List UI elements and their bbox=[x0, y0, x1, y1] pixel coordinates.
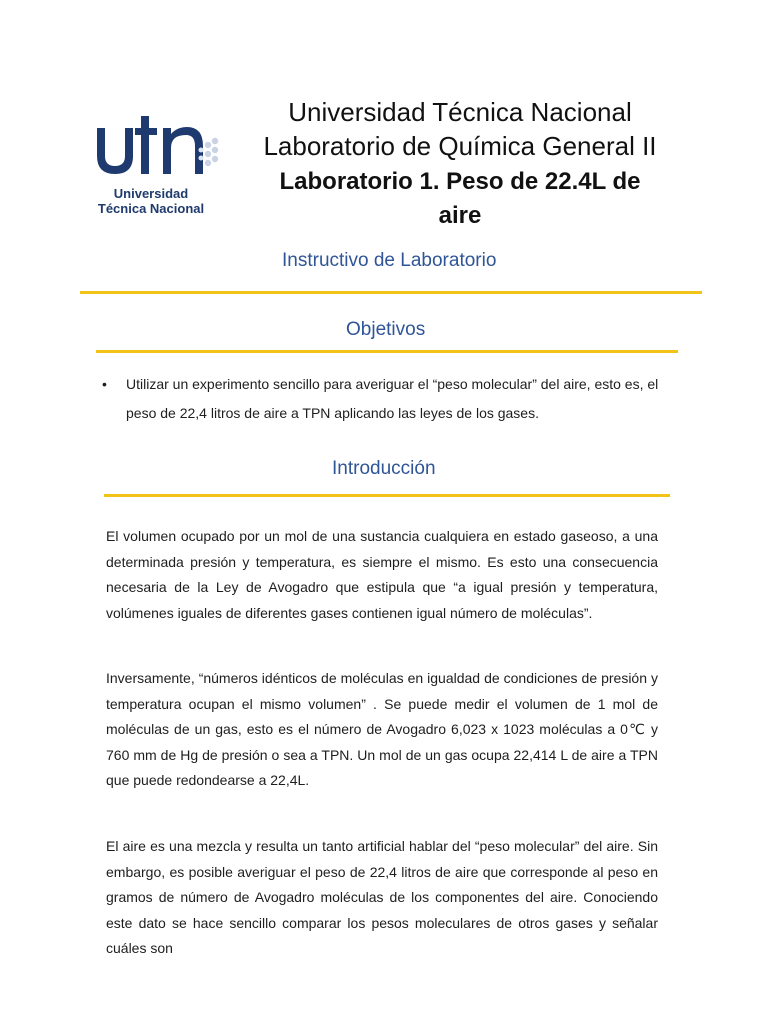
intro-paragraph-2: Inversamente, “números idénticos de moléculas en igualdad de condiciones de presión y temperatura ocupan el mismo volumen” . Se puede medir el volumen de 1 mol de moléculas de un gas, esto es el número de Avogadro 6,023 x 1023 moléculas a 0℃ y 760 mm de Hg de presión o sea a TPN. Un mol de un gas ocupa 22,414 L de aire a TPN que puede redondearse a 22,4L. bbox=[106, 670, 658, 788]
document-header bbox=[255, 95, 665, 233]
intro-paragraph-1: El volumen ocupado por un mol de una sustancia cualquiera en estado gaseoso, a una determinada presión y temperatura, es siempre el mismo. Es esto una consecuencia necesaria de la Ley de Avogadro que estipula que “a igual presión y temperatura, volúmenes iguales de diferentes gases contienen igual número de moléculas”. bbox=[106, 528, 658, 621]
utn-logo bbox=[93, 110, 233, 220]
logo-caption bbox=[93, 186, 209, 216]
objectives-list bbox=[100, 370, 670, 428]
logo-caption-line2: Técnica Nacional bbox=[97, 201, 205, 216]
list-item bbox=[100, 370, 670, 428]
utn-logo-mark bbox=[93, 110, 233, 190]
intro-paragraph-3: El aire es una mezcla y resulta un tanto artificial hablar del “peso molecular” del aire. Sin embargo, es posible averiguar el peso de 22,4 litros de aire que corresponde al peso en gramos de número de Avogadro moléculas de los componentes del aire. Conociendo este dato se hace sencillo comparar los pesos moleculares de otros gases y señalar cuáles son bbox=[106, 838, 658, 956]
bullet-icon: • bbox=[102, 376, 107, 392]
objectives-heading: Objetivos bbox=[346, 319, 426, 340]
introduction-rule bbox=[104, 494, 670, 497]
divider-rule bbox=[80, 291, 702, 294]
introduction-heading: Introducción bbox=[332, 458, 436, 479]
objectives-rule bbox=[96, 350, 678, 353]
logo-caption-line1: Universidad bbox=[113, 186, 189, 201]
course-name: Laboratorio de Química General II bbox=[263, 131, 657, 161]
lab-title: Laboratorio 1. Peso de 22.4L de aire bbox=[279, 168, 641, 229]
document-subtitle: Instructivo de Laboratorio bbox=[282, 250, 497, 271]
university-name: Universidad Técnica Nacional bbox=[288, 97, 632, 127]
objective-text: Utilizar un experimento sencillo para averiguar el “peso molecular” del aire, esto es, el peso de 22,4 litros de aire a TPN aplicando las leyes de los gases. bbox=[126, 376, 659, 421]
